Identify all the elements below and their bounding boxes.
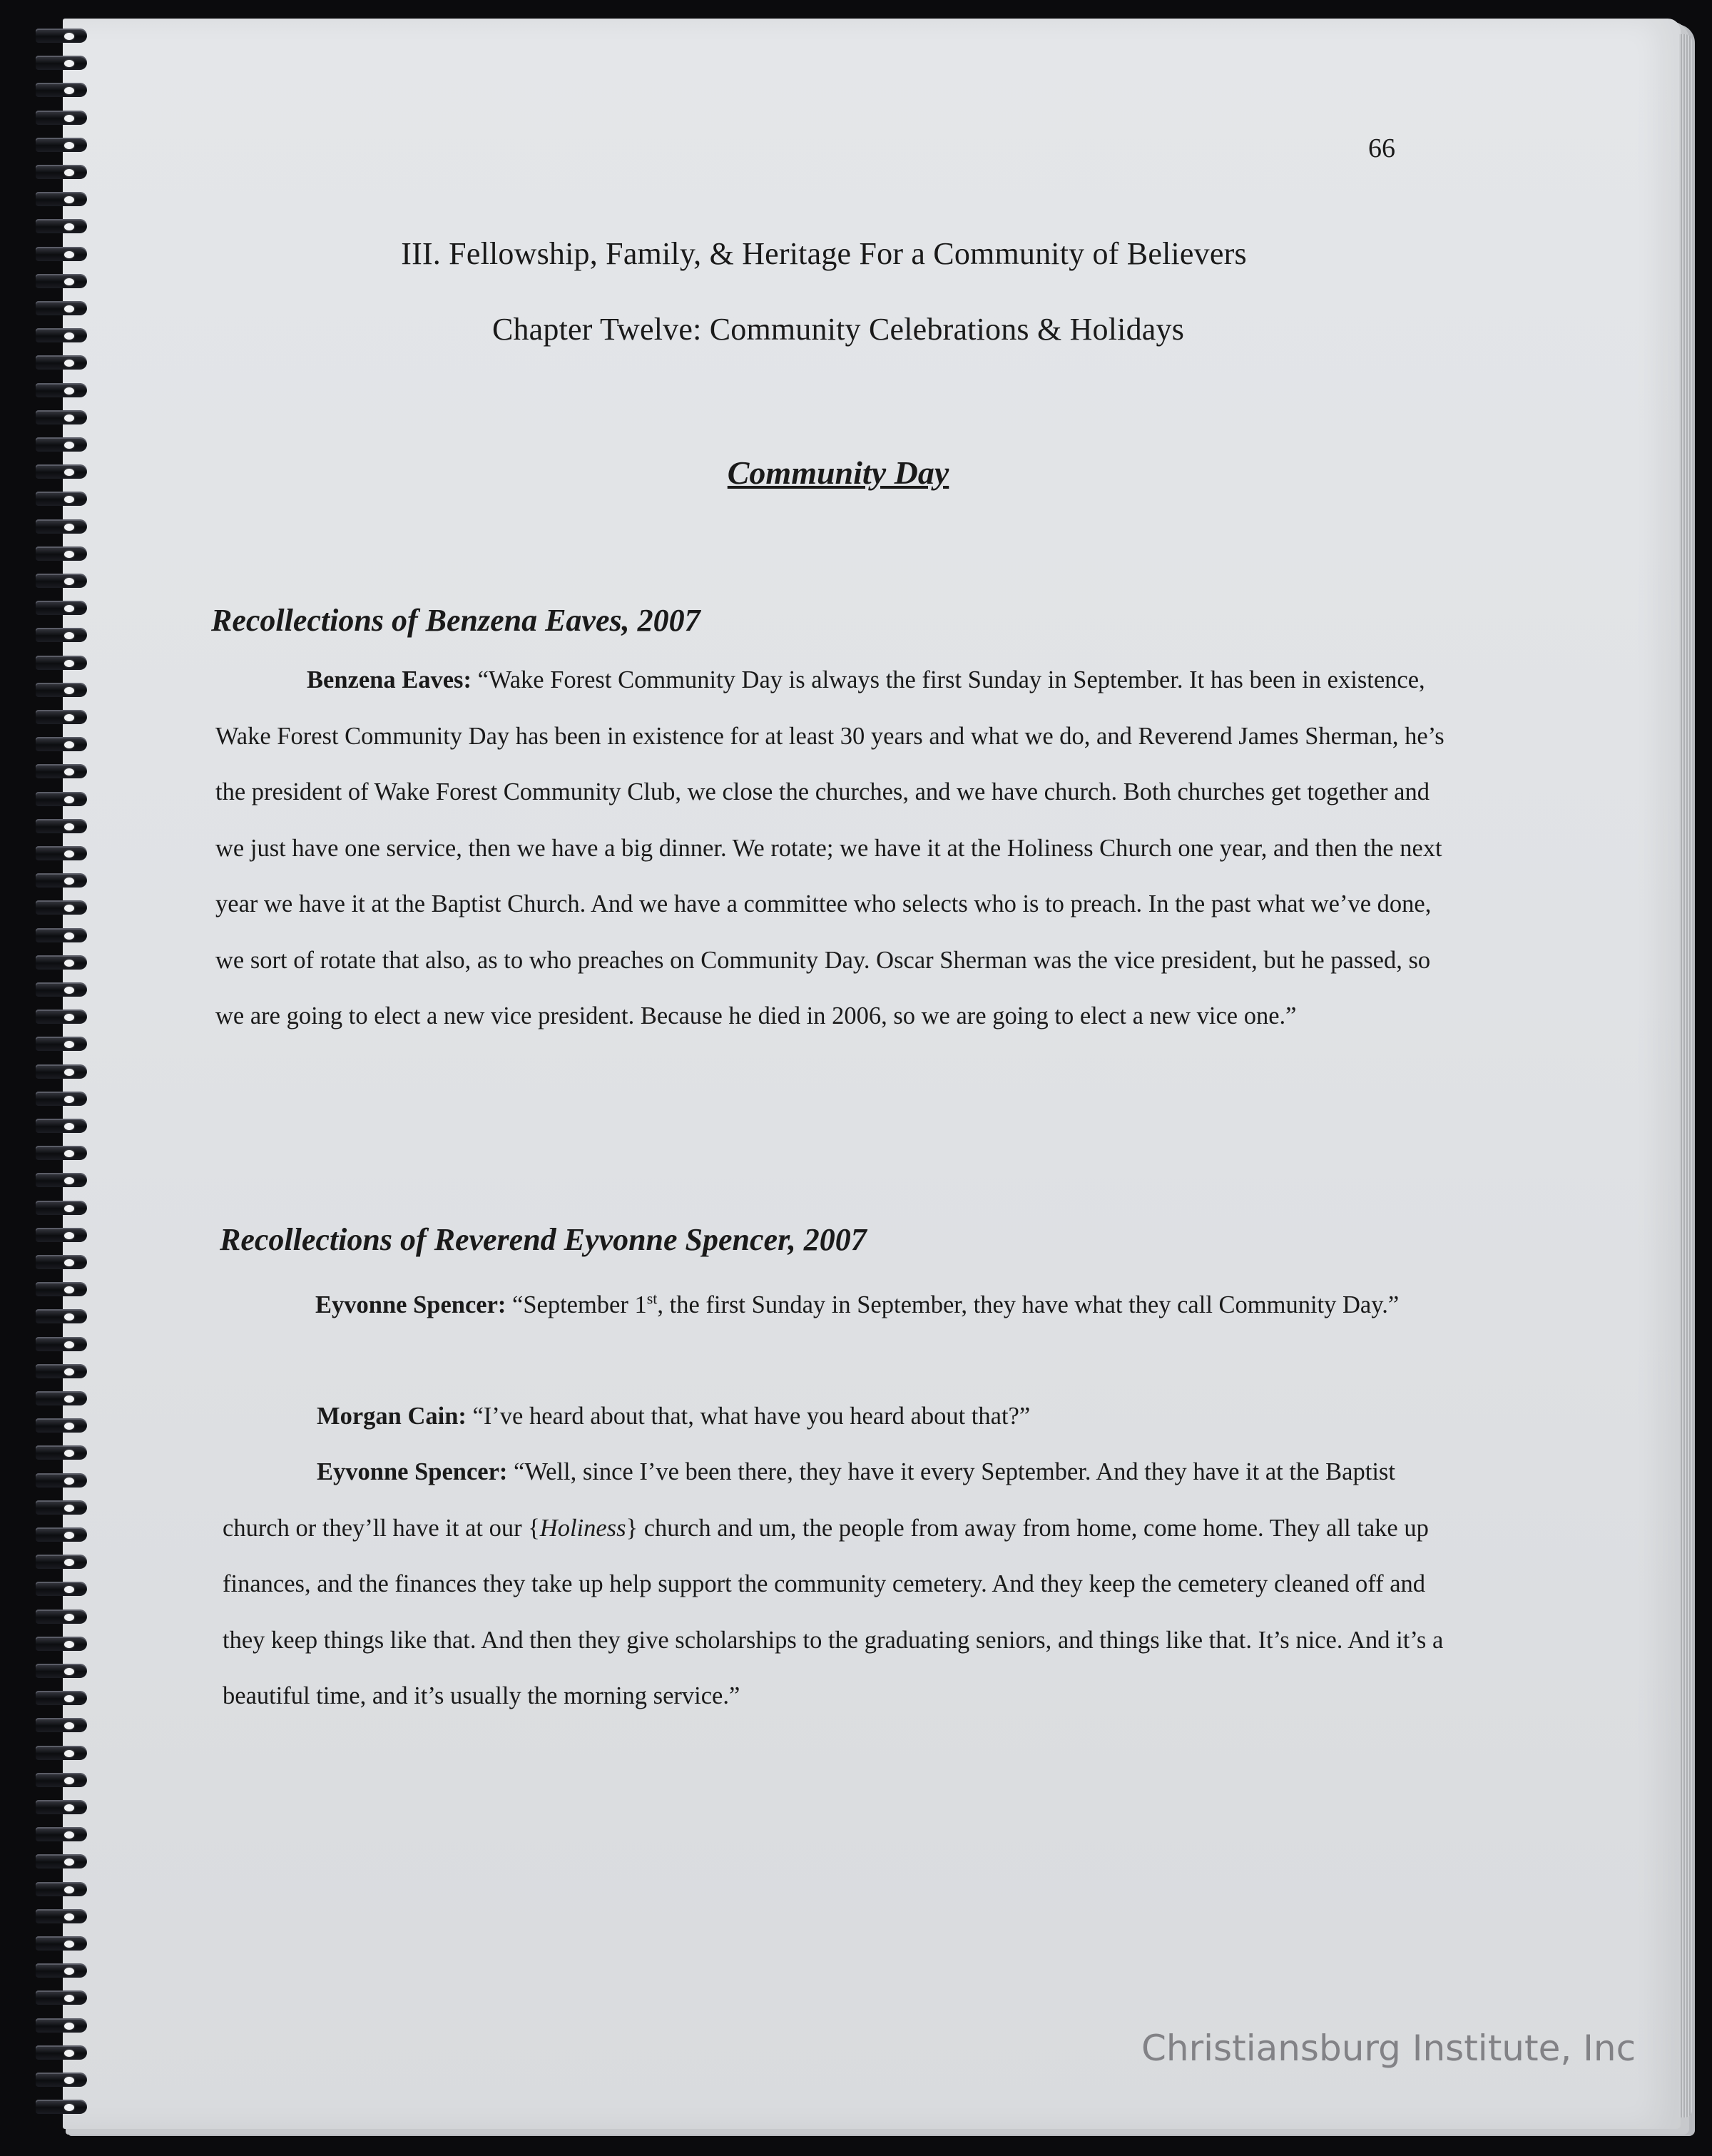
chapter-heading: Chapter Twelve: Community Celebrations & Holidays [491, 312, 1185, 347]
watermark: Christiansburg Institute, Inc [1141, 2028, 1636, 2069]
quote-text: } church and um, the people from away from home, come home. They all take up finances, and the finances they take up help support the community cemetery. And they keep the cemetery cleaned off and they keep things like that. And then they give scholarships to the graduating seniors, and things like that. It’s nice. And it’s a beautiful time, and it’s usually the morning service.” [223, 1514, 1444, 1709]
ordinal-superscript: st [646, 1289, 658, 1308]
quote-text: “Well, since I’ve been there, they have it every September. And they have it at the Baptist church or they’ll have it at our { [223, 1458, 1395, 1542]
interview-paragraph [223, 1444, 1464, 1724]
speaker-name: Benzena Eaves: [307, 666, 472, 693]
section-heading: Community Day [727, 454, 949, 491]
interview-paragraph [223, 1388, 1464, 1445]
quote-text: “Wake Forest Community Day is always the first Sunday in September. It has been in existence, Wake Forest Community Day has been in existence for at least 30 years and what we do, and Reverend James Sherman, he’s the president of Wake Forest Community Club, we close the churches, and we have church. Both churches get together and we just have one service, then we have a big dinner. We rotate; we have it at the Holiness Church one year, and then the next year we have it at the Baptist Church. And we have a committee who selects who is to preach. In the past what we’ve done, we sort of rotate that also, as to who preaches on Community Day. Oscar Sherman was the vice president, but he passed, so we are going to elect a new vice president. Because he died in 2006, so we are going to elect a new vice one.” [215, 666, 1444, 1029]
page-number: 66 [1368, 133, 1395, 163]
quote-text: , the first Sunday in September, they have what they call Community Day.” [657, 1291, 1400, 1318]
speaker-name: Eyvonne Spencer: [317, 1458, 508, 1485]
interview-paragraph [221, 1277, 1462, 1333]
speaker-name: Morgan Cain: [317, 1403, 467, 1430]
speaker-name: Eyvonne Spencer: [315, 1291, 506, 1318]
recollection-heading: Recollections of Benzena Eaves, 2007 [211, 603, 700, 638]
recollection-heading: Recollections of Reverend Eyvonne Spencer, 2007 [220, 1222, 867, 1257]
quote-text: “September 1 [506, 1291, 647, 1318]
recollection-paragraph [215, 652, 1457, 1044]
quote-text: “I’ve heard about that, what have you heard about that?” [466, 1403, 1031, 1430]
italic-word: Holiness [539, 1514, 626, 1542]
part-heading: III. Fellowship, Family, & Heritage For a Community of Believers [401, 236, 1247, 271]
